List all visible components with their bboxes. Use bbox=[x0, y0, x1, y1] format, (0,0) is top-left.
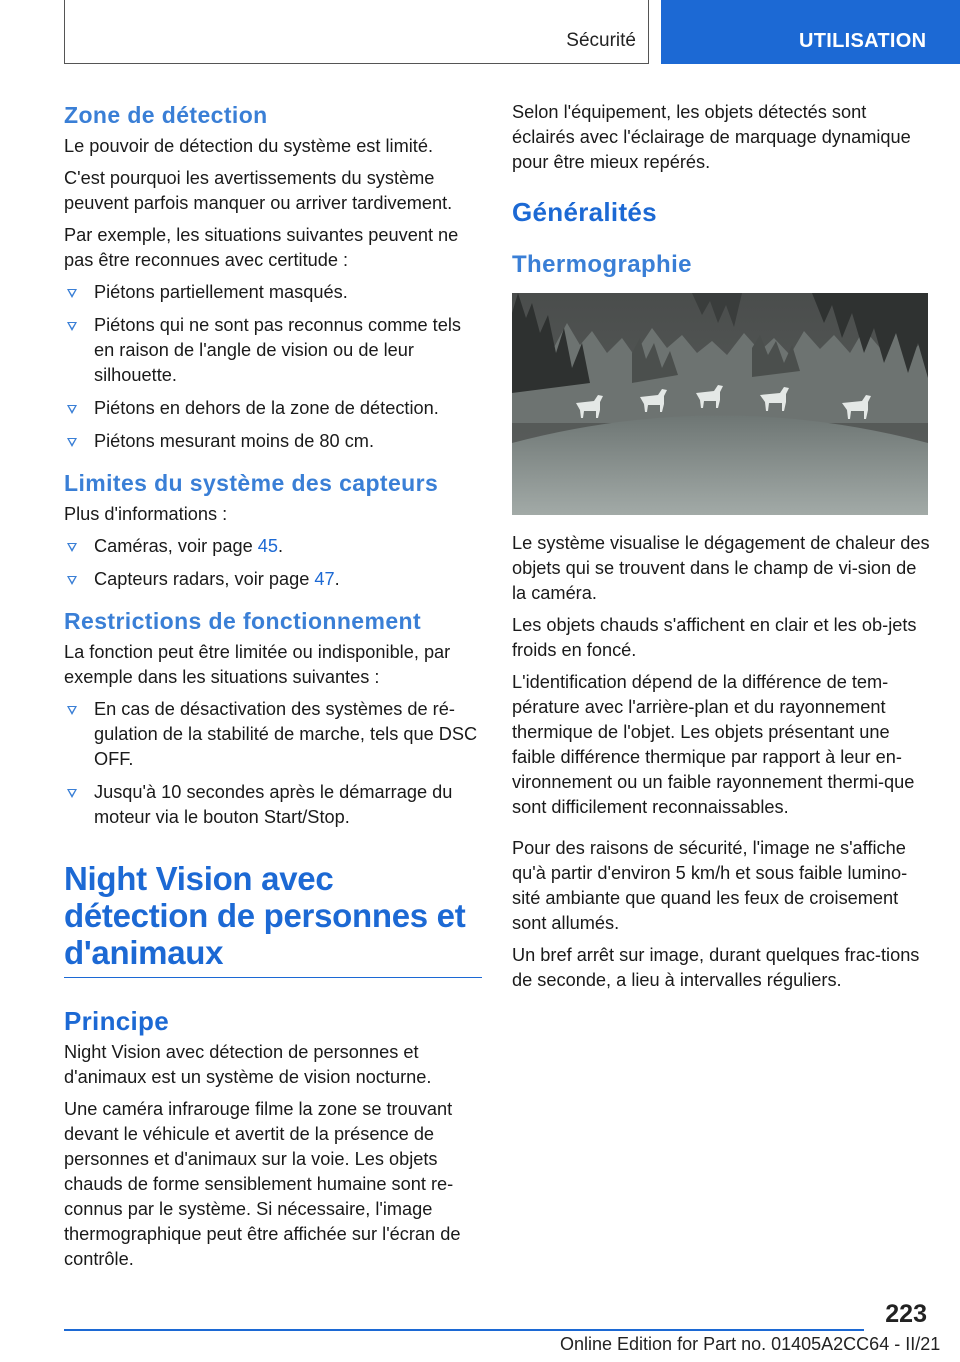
triangle-bullet-icon bbox=[67, 789, 77, 798]
footer-edition: Online Edition for Part no. 01405A2CC64 - II/21 bbox=[560, 1334, 941, 1354]
generalites-heading: Généralités bbox=[512, 197, 657, 227]
triangle-bullet-icon bbox=[67, 405, 77, 414]
left-column bbox=[64, 100, 482, 1279]
header-section-box bbox=[64, 0, 649, 64]
triangle-bullet-icon bbox=[67, 706, 77, 715]
equipment-paragraph: Selon l'équipement, les objets détectés sont éclairés avec l'éclairage de marquage dynamique pour être mieux repérés. bbox=[512, 102, 911, 172]
thermo-paragraph-4: Pour des raisons de sécurité, l'image ne s'affiche qu'à partir d'environ 5 km/h et sous faible lumino-sité ambiante que quand les feux de croisement sont allumés. bbox=[512, 838, 908, 933]
road-ground bbox=[512, 416, 928, 516]
thermo-paragraph-5: Un bref arrêt sur image, durant quelques frac-tions de seconde, a lieu à intervalles réguliers. bbox=[512, 945, 920, 990]
thermo-paragraph-2: Les objets chauds s'affichent en clair et les ob-jets froids en foncé. bbox=[512, 615, 917, 660]
header-chapter-tab bbox=[661, 0, 960, 64]
thermo-paragraph-1: Le système visualise le dégagement de chaleur des objets qui se trouvent dans le champ de vi-sion de la caméra. bbox=[512, 533, 930, 603]
footer-divider bbox=[64, 1329, 864, 1331]
chapter-heading: Night Vision avec détection de personnes et d'animaux bbox=[64, 860, 482, 978]
principe-paragraph-1: Night Vision avec détection de personnes et d'animaux est un système de vision nocturne. bbox=[64, 1042, 432, 1087]
list-item: Piétons mesurant moins de 80 cm. bbox=[64, 429, 482, 454]
triangle-bullet-icon bbox=[67, 543, 77, 552]
thermo-paragraph-3: L'identification dépend de la différence de tem-pérature avec l'arrière-plan et du rayonnement thermique de l'objet. Les objets présentant une faible différence thermique par rapport à leur en-vironnement ou un faible rayonnement thermi-que sont difficilement reconnaissables. bbox=[512, 672, 915, 817]
limits-paragraph: Plus d'informations : bbox=[64, 504, 228, 524]
triangle-bullet-icon bbox=[67, 289, 77, 298]
triangle-bullet-icon bbox=[67, 576, 77, 585]
zone-list bbox=[64, 280, 482, 454]
zone-heading: Zone de détection bbox=[64, 102, 268, 128]
principe-paragraph-2: Une caméra infrarouge filme la zone se trouvant devant le véhicule et avertit de la présence de personnes et d'animaux sur la voie. Les objets chauds de forme sensiblement humaine sont re-connus par le système. Si nécessaire, l'image thermographique peut être affichée sur l'écran de contrôle. bbox=[64, 1099, 461, 1269]
zone-paragraph-1: Le pouvoir de détection du système est limité. bbox=[64, 136, 433, 156]
triangle-bullet-icon bbox=[67, 438, 77, 447]
list-item: Piétons qui ne sont pas reconnus comme tels en raison de l'angle de vision ou de leur silhouette. bbox=[64, 313, 482, 388]
zone-paragraph-2: C'est pourquoi les avertissements du système peuvent parfois manquer ou arriver tardivement. bbox=[64, 168, 453, 213]
limits-list bbox=[64, 534, 482, 592]
thermographie-heading: Thermographie bbox=[512, 251, 692, 278]
restrictions-heading: Restrictions de fonctionnement bbox=[64, 608, 422, 634]
principe-heading: Principe bbox=[64, 1006, 169, 1036]
header-chapter-label: UTILISATION bbox=[799, 30, 927, 52]
thermal-image-figure bbox=[512, 293, 928, 515]
page-link-cameras[interactable]: 45 bbox=[257, 536, 278, 556]
header-section-label: Sécurité bbox=[566, 30, 636, 51]
list-item: Caméras, voir page 45. bbox=[64, 534, 482, 559]
list-item: Piétons partiellement masqués. bbox=[64, 280, 482, 305]
list-item: En cas de désactivation des systèmes de ré-gulation de la stabilité de marche, tels que DSC OFF. bbox=[64, 697, 482, 772]
page-number: 223 bbox=[885, 1300, 927, 1328]
list-item: Jusqu'à 10 secondes après le démarrage du moteur via le bouton Start/Stop. bbox=[64, 780, 482, 830]
restrictions-list bbox=[64, 697, 482, 830]
list-item: Capteurs radars, voir page 47. bbox=[64, 567, 482, 592]
zone-paragraph-3: Par exemple, les situations suivantes peuvent ne pas être reconnues avec certitude : bbox=[64, 225, 459, 270]
page-link-radar-sensors[interactable]: 47 bbox=[314, 569, 335, 589]
right-column bbox=[512, 100, 930, 1000]
triangle-bullet-icon bbox=[67, 322, 77, 331]
list-item: Piétons en dehors de la zone de détection. bbox=[64, 396, 482, 421]
limits-heading: Limites du système des capteurs bbox=[64, 470, 439, 496]
restrictions-paragraph: La fonction peut être limitée ou indisponible, par exemple dans les situations suivantes : bbox=[64, 642, 451, 687]
